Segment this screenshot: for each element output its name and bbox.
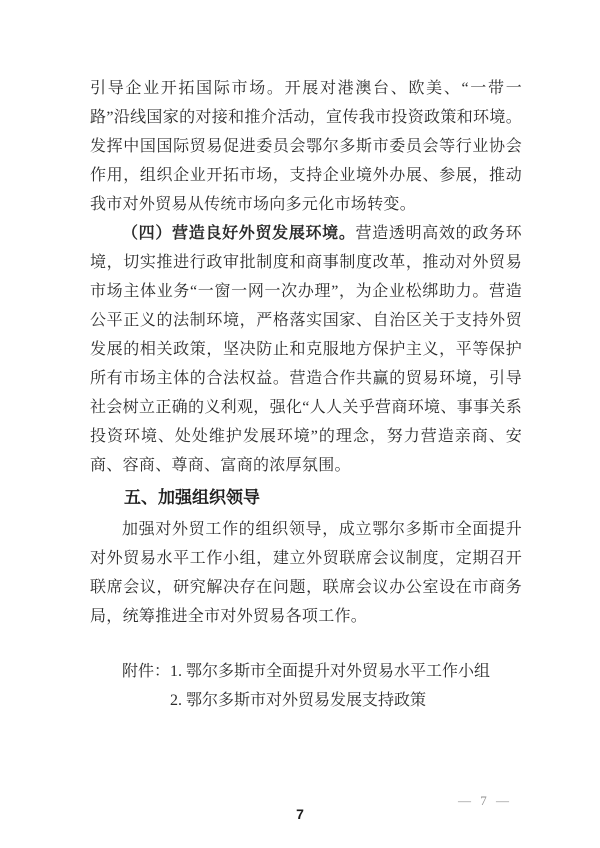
attachment-item-1: 1. 鄂尔多斯市全面提升对外贸易水平工作小组 [170,663,491,680]
attachment-item-2: 2. 鄂尔多斯市对外贸易发展支持政策 [170,692,427,709]
attachment-label: 附件： [122,663,171,680]
attachment-items [170,657,490,715]
paragraph-section5: 加强对外贸工作的组织领导，成立鄂尔多斯市全面提升对外贸易水平工作小组，建立外贸联席会议制度，定期召开联席会议，研究解决存在问题，联席会议办公室设在市商务局，统筹推进全市对外贸易各项工作。 [90,521,522,625]
section4-body-text: 营造透明高效的政务环境，切实推进行政审批制度和商事制度改革，推动对外贸易市场主体业务“一窗一网一次办理”，为企业松绑助力。营造公平正义的法制环境，严格落实国家、自治区关于支持外贸发展的相关政策，坚决防止和克服地方保护主义，平等保护所有市场主体的合法权益。营造合作共赢的贸易环境，引导社会树立正确的义利观，强化“人人关乎营商环境、事事关系投资环境、处处维护发展环境”的理念，努力营造亲商、安商、容商、尊商、富商的浓厚氛围。 [90,225,522,474]
document-page-number-marker: — 7 — [458,793,512,808]
viewer-page-number: 7 [296,806,304,822]
section5-heading: 五、加强组织领导 [124,488,260,507]
section4-lead: （四）营造良好外贸发展环境。 [122,225,356,242]
document-content [90,74,522,715]
paragraph-section4 [90,219,522,480]
attachment-block [90,657,522,715]
paragraph-continuation: 引导企业开拓国际市场。开展对港澳台、欧美、“一带一路”沿线国家的对接和推介活动，宣传我市投资政策和环境。发挥中国国际贸易促进委员会鄂尔多斯市委员会等行业协会作用，组织企业开拓市场，支持企业境外办展、参展，推动我市对外贸易从传统市场向多元化市场转变。 [90,80,522,213]
